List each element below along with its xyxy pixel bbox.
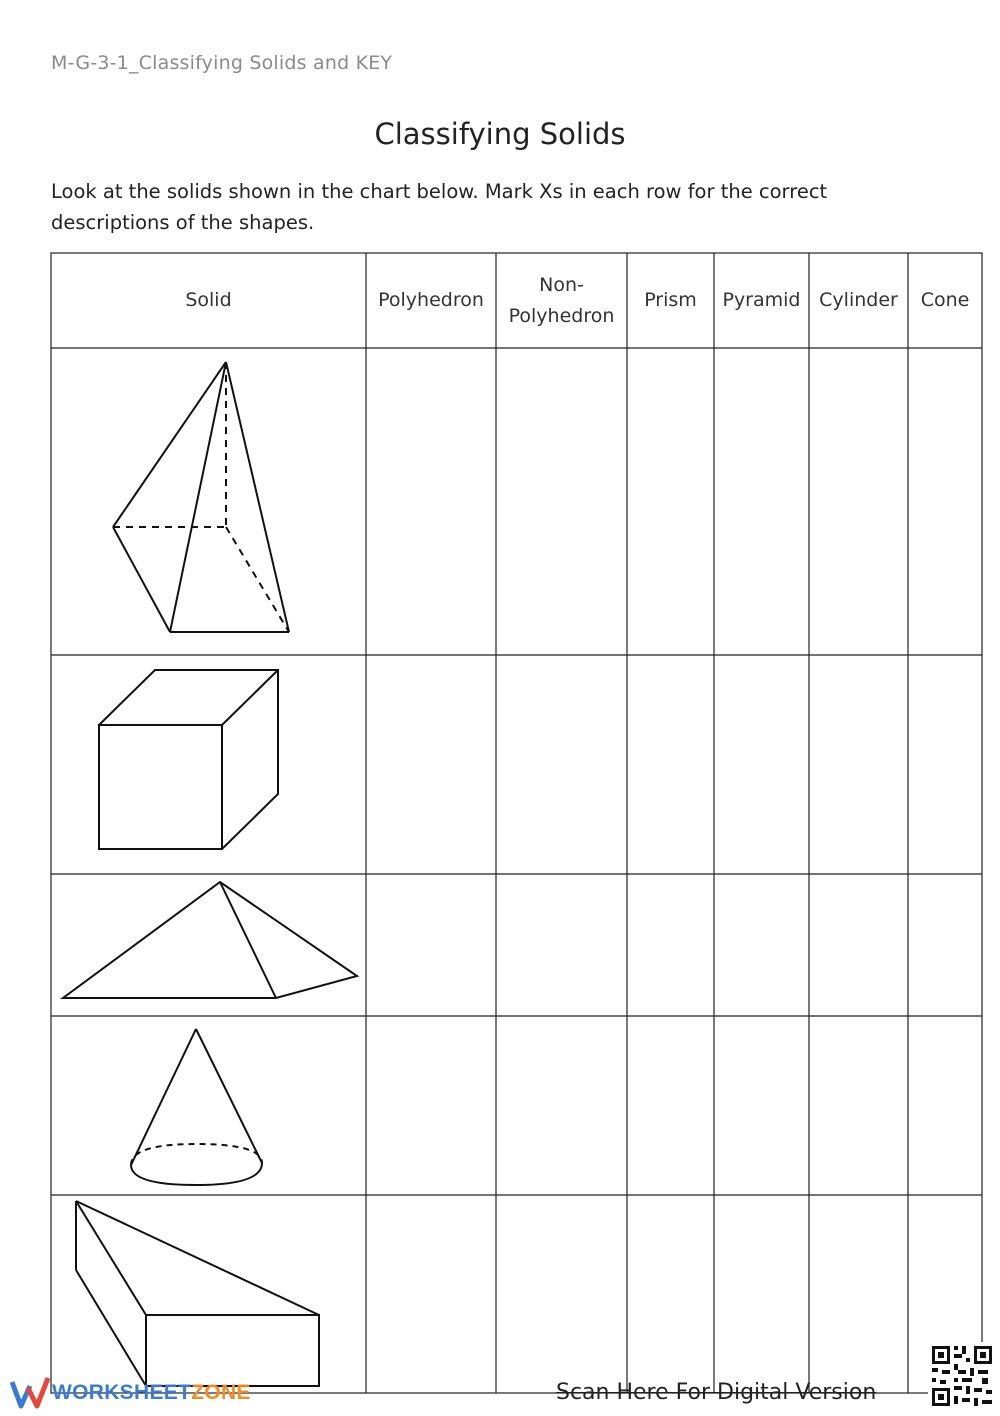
header-polyhedron: Polyhedron xyxy=(378,289,484,311)
header-cylinder: Cylinder xyxy=(819,289,898,311)
document-id: M-G-3-1_Classifying Solids and KEY xyxy=(51,52,393,74)
qr-code-icon[interactable] xyxy=(928,1342,996,1410)
header-prism: Prism xyxy=(644,289,697,311)
header-pyramid: Pyramid xyxy=(722,289,801,311)
triangular-prism-icon xyxy=(76,1201,319,1386)
cone-icon xyxy=(131,1029,262,1185)
square-pyramid-icon xyxy=(113,362,289,632)
header-non-polyhedron: Non- Polyhedron xyxy=(508,273,615,327)
wide-pyramid-icon xyxy=(63,882,357,998)
header-solid: Solid xyxy=(185,289,232,311)
scan-here-text: Scan Here For Digital Version xyxy=(556,1380,877,1405)
logo-w-icon xyxy=(10,1376,52,1410)
logo-text-worksheet: WORKSHEET xyxy=(52,1381,192,1404)
worksheetzone-logo[interactable] xyxy=(10,1376,251,1410)
instructions: Look at the solids shown in the chart below. Mark Xs in each row for the correct descriptions of the shapes. xyxy=(51,180,828,234)
page-title: Classifying Solids xyxy=(374,117,626,151)
logo-text-zone: ZONE xyxy=(191,1381,251,1404)
cube-icon xyxy=(99,670,278,849)
header-cone: Cone xyxy=(920,289,970,311)
